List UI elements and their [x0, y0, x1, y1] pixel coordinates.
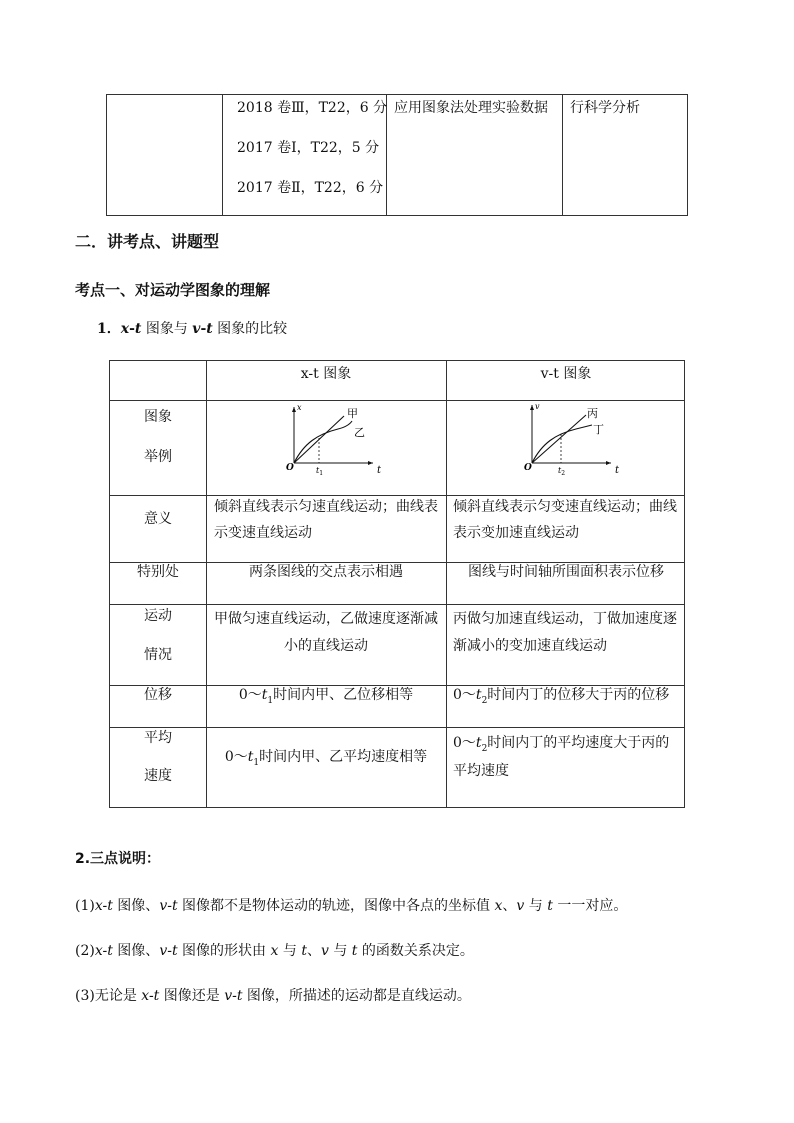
ability-cell: 行科学分析 [570, 100, 640, 116]
meaning-xt-line1: 倾斜直线表示匀速直线运动；曲线表 [214, 499, 438, 515]
axis-arrow [530, 405, 534, 410]
curve-yi [294, 421, 352, 463]
y-axis-label: x [297, 403, 302, 412]
table-divider [562, 95, 563, 215]
row-label-example: 举例 [144, 449, 172, 465]
meaning-vt-line2: 表示变加速直线运动 [453, 525, 579, 541]
row-label-meaning: 意义 [144, 511, 172, 527]
motion-xt-line1: 甲做匀速直线运动，乙做速度逐渐减 [214, 611, 438, 627]
x-axis-label: t [377, 465, 382, 476]
line-bing [532, 415, 586, 463]
vt-graph [518, 401, 628, 476]
note-1: (1)x-t 图像、v-t 图像都不是物体运动的轨迹，图像中各点的坐标值 x、v 与 t 一一对应。 [75, 898, 628, 914]
row-label-example: 图象 [144, 409, 172, 425]
label-jia: 甲 [347, 407, 358, 420]
avg-speed-xt: $0\sim t_1$时间内甲、乙平均速度相等 [224, 749, 428, 768]
label-bing: 丙 [587, 407, 598, 420]
exam-entry: 2017 卷Ⅰ，T22，5 分 [237, 140, 380, 156]
exam-entry: 2018 卷Ⅲ，T22，6 分 [237, 100, 388, 116]
dash: - [129, 321, 135, 337]
displacement-vt: $0\sim t_2$时间内丁的位移大于丙的位移 [453, 687, 670, 706]
motion-xt-line2: 小的直线运动 [284, 638, 368, 654]
exam-entry: 2017 卷Ⅱ，T22，6 分 [237, 180, 384, 196]
tick-label: $t_1$ [316, 466, 324, 476]
motion-vt-line2: 渐减小的变加速直线运动 [453, 638, 607, 654]
row-label-avg-speed: 速度 [144, 768, 172, 784]
topic-cell: 应用图象法处理实验数据 [394, 100, 548, 116]
row-label-motion: 运动 [144, 608, 172, 624]
var-x: x [120, 321, 130, 337]
dash: - [200, 321, 207, 337]
section-title: 二．讲考点、讲题型 [75, 232, 220, 251]
table-divider [222, 95, 223, 215]
tick-label: $t_2$ [558, 466, 566, 476]
header-vt: v-t 图象 [540, 366, 592, 382]
label-ding: 丁 [593, 423, 604, 436]
origin-label: O [286, 463, 294, 473]
special-vt: 图线与时间轴所围面积表示位移 [468, 564, 664, 580]
row-label-displacement: 位移 [144, 687, 172, 703]
avg-speed-vt-line1: $0\sim t_2$时间内丁的平均速度大于丙的 [453, 735, 670, 754]
origin-label: O [524, 463, 532, 473]
axis-arrow [292, 407, 296, 412]
note-2: (2)x-t 图像、v-t 图像的形状由 x 与 t、v 与 t 的函数关系决定。 [75, 943, 474, 959]
label-yi: 乙 [354, 426, 365, 439]
text-segment: 图象的比较 [212, 321, 288, 337]
row-label-motion: 情况 [144, 647, 172, 663]
comparison-table [109, 360, 685, 808]
text-segment: 图象与 [141, 321, 193, 337]
axis-arrow [606, 461, 611, 465]
var-v: v [192, 321, 201, 337]
meaning-vt-line1: 倾斜直线表示匀变速直线运动；曲线 [453, 499, 677, 515]
y-axis-label: v [535, 402, 540, 411]
axis-arrow [368, 461, 373, 465]
displacement-xt: $0\sim t_1$时间内甲、乙位移相等 [238, 687, 414, 706]
var-t: t [134, 321, 142, 337]
row-label-avg-speed: 平均 [144, 730, 172, 746]
top-table [106, 94, 688, 216]
curve-ding [532, 425, 592, 463]
note-3: (3)无论是 x-t 图像还是 v-t 图像，所描述的运动都是直线运动。 [75, 988, 471, 1004]
item-1-heading [97, 318, 287, 338]
header-xt: x-t 图象 [300, 366, 352, 382]
notes-title: 2.三点说明： [75, 851, 161, 867]
item-number: 1． [97, 321, 121, 337]
row-label-special: 特别处 [137, 564, 179, 580]
var-t: t [206, 321, 213, 337]
point-title: 考点一、对运动学图象的理解 [75, 281, 271, 299]
x-axis-label: t [615, 465, 620, 476]
motion-vt-line1: 丙做匀加速直线运动，丁做加速度逐 [453, 611, 677, 627]
avg-speed-vt-line2: 平均速度 [453, 763, 509, 779]
special-xt: 两条图线的交点表示相遇 [249, 564, 403, 580]
xt-graph [280, 401, 390, 476]
meaning-xt-line2: 示变速直线运动 [214, 525, 312, 541]
